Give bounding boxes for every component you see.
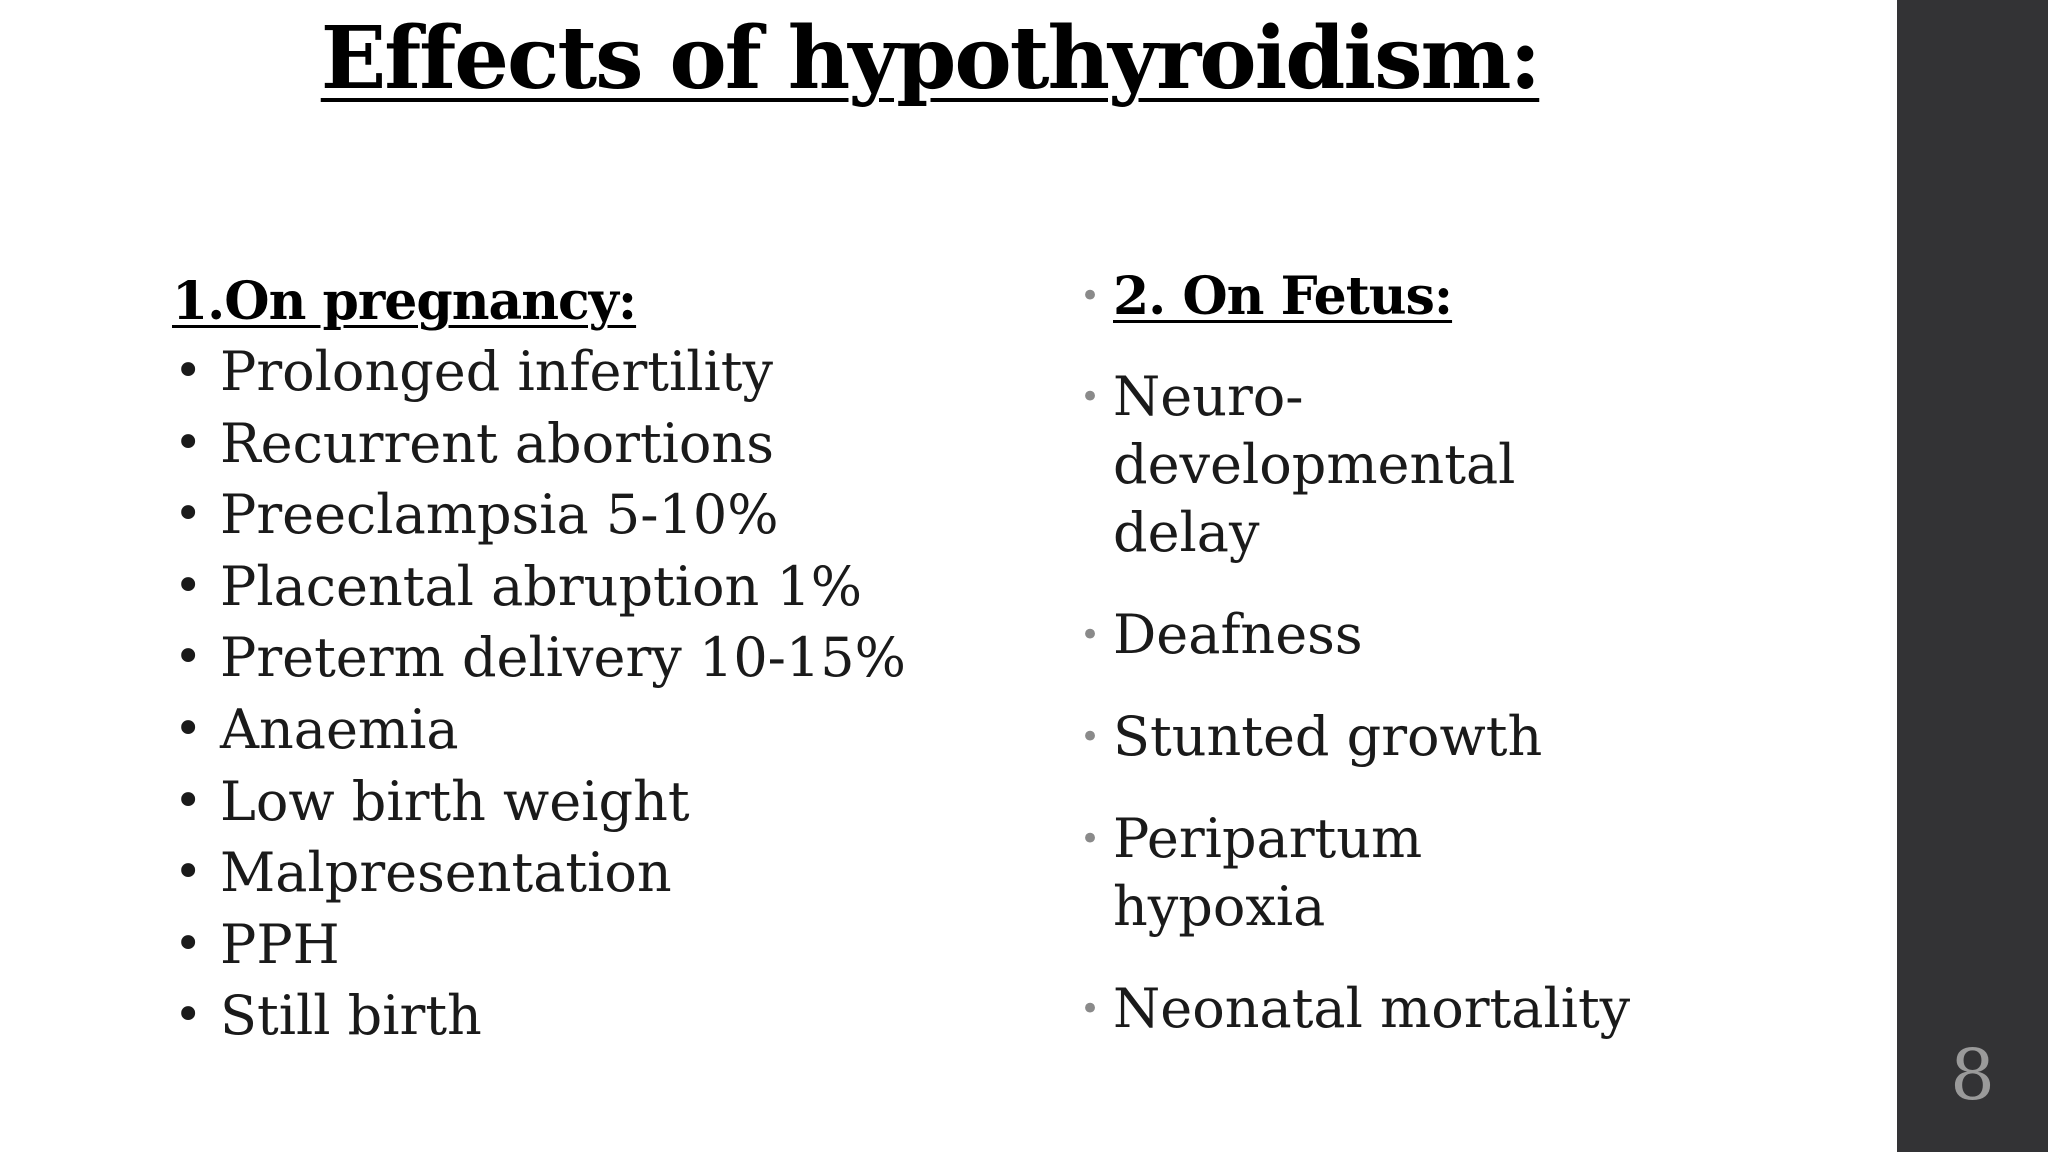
list-item-text: Peripartum hypoxia [1113, 807, 1423, 938]
list-item [1080, 601, 1840, 669]
list-item-text: PPH [220, 912, 340, 976]
list-item [172, 766, 1072, 838]
list-item-text: Anaemia [220, 697, 459, 761]
list-item-text: Preterm delivery 10-15% [220, 626, 906, 690]
bullet-icon: • [174, 343, 203, 399]
bullet-icon: • [1080, 819, 1101, 859]
fetus-heading-item [1080, 262, 1840, 331]
bullet-icon: • [1080, 989, 1101, 1029]
pregnancy-effects-column [172, 268, 1072, 1052]
list-item [1080, 975, 1840, 1043]
list-item-text: Neuro-developmental delay [1113, 365, 1516, 564]
slide-title: Effects of hypothyroidism: [320, 8, 1540, 109]
fetus-effects-list [1080, 262, 1840, 1043]
list-item-text: Prolonged infertility [220, 340, 773, 403]
fetus-heading: 2. On Fetus: [1113, 266, 1453, 327]
list-item-text: Recurrent abortions [220, 411, 774, 475]
list-item-text: Malpresentation [220, 841, 672, 905]
list-item [172, 909, 1072, 981]
list-item-text: Still birth [220, 984, 482, 1048]
list-item [1080, 805, 1543, 941]
list-item [172, 479, 1072, 551]
bullet-icon: • [1080, 615, 1101, 655]
list-item [172, 408, 1072, 480]
bullet-icon: • [1080, 377, 1101, 417]
bullet-icon: • [1080, 276, 1101, 316]
bullet-icon: • [174, 629, 203, 686]
list-item-text: Deafness [1113, 603, 1363, 666]
list-item-text: Stunted growth [1113, 705, 1543, 768]
fetus-effects-column [1080, 262, 1840, 1077]
bullet-icon: • [174, 915, 203, 972]
list-item-text: Neonatal mortality [1113, 977, 1631, 1040]
list-item-text: Low birth weight [220, 769, 690, 833]
slide-sidebar [1897, 0, 2048, 1152]
list-item [172, 551, 1072, 623]
pregnancy-effects-list [172, 336, 1072, 1052]
list-item [172, 336, 1072, 408]
list-item-text: Preeclampsia 5-10% [220, 483, 779, 547]
page-number: 8 [1950, 1034, 1995, 1116]
pregnancy-heading: 1.On pregnancy: [172, 271, 637, 332]
bullet-icon: • [174, 772, 203, 829]
list-item [172, 837, 1072, 909]
bullet-icon: • [174, 557, 203, 614]
list-item [172, 694, 1072, 766]
list-item [1080, 703, 1840, 771]
bullet-icon: • [174, 486, 203, 543]
list-item-text: Placental abruption 1% [220, 554, 863, 618]
list-item [1080, 363, 1543, 567]
bullet-icon: • [174, 700, 203, 757]
bullet-icon: • [174, 414, 203, 471]
bullet-icon: • [174, 844, 203, 901]
list-item [172, 622, 1072, 694]
list-item [172, 980, 1072, 1052]
bullet-icon: • [1080, 717, 1101, 757]
bullet-icon: • [174, 987, 203, 1044]
